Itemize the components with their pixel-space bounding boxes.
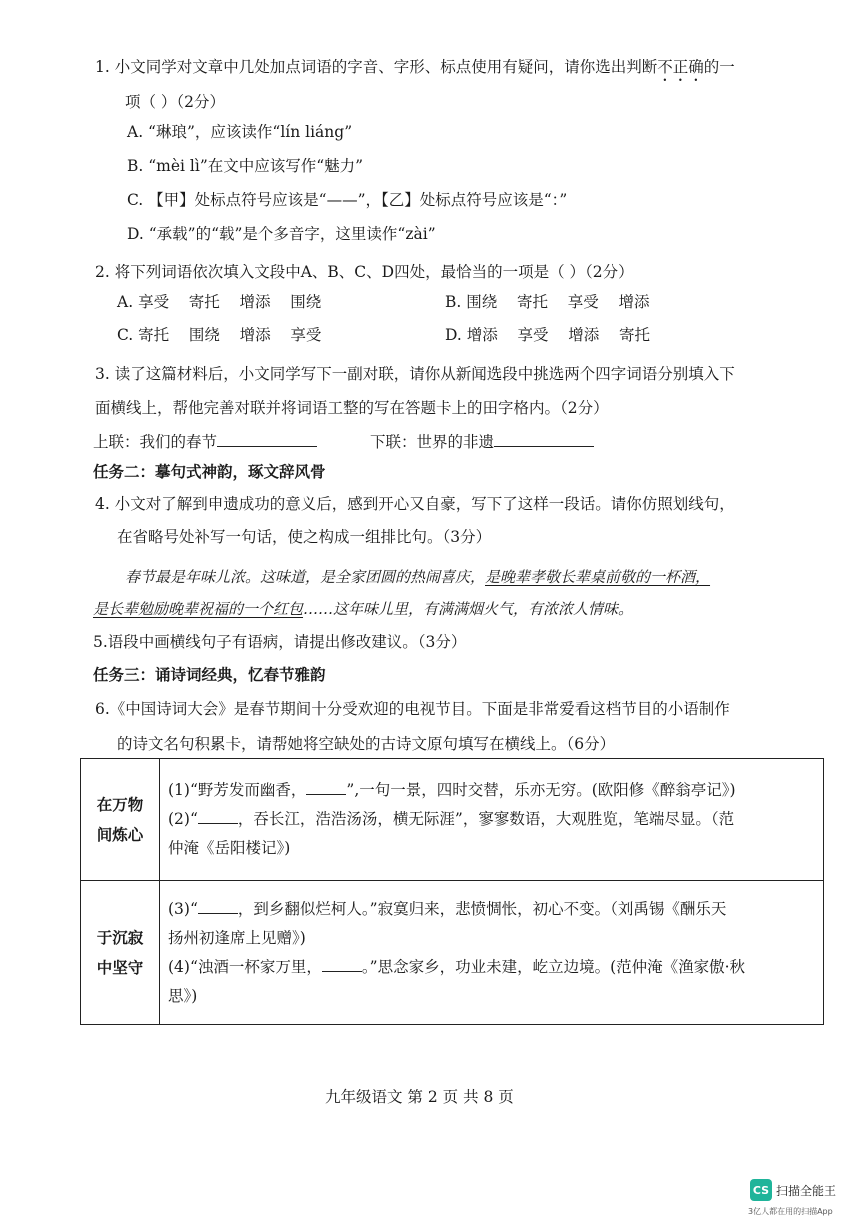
card-item-2 <box>168 805 815 834</box>
fill-blank-2[interactable] <box>198 809 238 824</box>
couplet-upper-blank <box>217 432 317 447</box>
card-item-text: (3)“ <box>168 899 198 918</box>
q2-option-label: A. <box>117 293 134 311</box>
card-category-line: 中坚守 <box>96 958 144 977</box>
q4-passage-text: 春节最是年味儿浓。这味道，是全家团圆的热闹喜庆， <box>125 568 486 586</box>
q2-word: 享受 <box>567 293 599 311</box>
couplet-upper <box>93 430 317 452</box>
q6-stem-line1: 6.《中国诗词大会》是春节期间十分受欢迎的电视节目。下面是非常爱看这档节目的小语制作 <box>95 700 730 718</box>
q1-option-b: B. “mèi lì”在文中应该写作“魅力” <box>127 157 364 175</box>
q2-option-b <box>445 290 649 312</box>
fill-blank-1[interactable] <box>306 780 346 795</box>
card-content <box>160 881 824 1025</box>
couplet-lower <box>370 430 594 452</box>
q3-stem-line2: 面横线上，帮他完善对联并将词语工整的写在答题卡上的田字格内。（2分） <box>95 399 609 417</box>
card-item-text: (1)“野芳发而幽香， <box>168 781 307 799</box>
fill-blank-3[interactable] <box>198 899 238 914</box>
q4-stem-line1: 4. 小文对了解到申遗成功的意义后，感到开心又自豪，写下了这样一段话。请你仿照划线句， <box>95 495 735 513</box>
card-item-text: (2)“ <box>168 810 198 828</box>
q2-word: 寄托 <box>188 293 220 311</box>
q2-option-c <box>117 323 321 345</box>
q1-stem-tail: 的一 <box>703 58 735 76</box>
q4-stem-line2: 在省略号处补写一句话，使之构成一组排比句。（3分） <box>117 528 492 546</box>
card-category-line: 在万物 <box>96 795 144 814</box>
q2-word: 围绕 <box>466 293 498 311</box>
q1-option-a: A. “琳琅”，应该读作“lín liáng” <box>127 123 353 141</box>
q2-word: 围绕 <box>290 293 322 311</box>
q2-word: 增添 <box>239 293 271 311</box>
card-row <box>81 881 824 1025</box>
q1-stem-line1 <box>95 55 735 85</box>
q5-stem: 5.语段中画横线句子有语病，请提出修改建议。（3分） <box>93 633 467 651</box>
task3-heading: 任务三：诵诗词经典，忆春节雅韵 <box>93 666 326 684</box>
poem-card-table <box>80 758 824 1025</box>
card-category-line: 间炼心 <box>96 825 144 844</box>
q4-underlined-sentence-2: 是长辈勉励晚辈祝福的一个红包 <box>93 600 304 618</box>
q4-passage-line2 <box>93 598 633 619</box>
q2-word: 寄托 <box>517 293 549 311</box>
q2-option-d <box>445 323 650 345</box>
q4-passage-tail: ……这年味儿里，有满满烟火气，有浓浓人情味。 <box>303 600 634 618</box>
task2-heading: 任务二：摹句式神韵，琢文辞风骨 <box>93 463 326 481</box>
q2-word: 增添 <box>568 326 600 344</box>
q2-word: 享受 <box>517 326 549 344</box>
fill-blank-4[interactable] <box>322 957 362 972</box>
q1-stem-text: 1. 小文同学对文章中几处加点词语的字音、字形、标点使用有疑问，请你选出判断 <box>95 58 658 76</box>
scanner-badge <box>750 1179 836 1201</box>
q2-word: 享受 <box>290 326 322 344</box>
card-item-text: ，吞长江，浩浩汤汤，横无际涯”，寥寥数语，大观胜览，笔端尽显。（范 <box>237 810 735 828</box>
q4-passage-line1 <box>125 566 710 587</box>
q4-underlined-sentence: 是晚辈孝敬长辈桌前敬的一杯酒， <box>485 568 711 586</box>
card-item-2-cont: 仲淹《岳阳楼记》) <box>168 839 291 857</box>
q2-option-label: D. <box>445 326 462 344</box>
card-item-text: ，到乡翻似烂柯人。”寂寞归来，悲愤惆怅，初心不变。（刘禹锡《酬乐天 <box>237 899 727 918</box>
page-footer: 九年级语文 第 2 页 共 8 页 <box>325 1088 514 1106</box>
card-category-line: 于沉寂 <box>96 928 144 947</box>
q1-option-d: D. “承载”的“载”是个多音字，这里读作“zài” <box>127 225 436 243</box>
couplet-lower-text: 下联：世界的非遗 <box>370 433 495 451</box>
q2-word: 享受 <box>138 293 170 311</box>
scanner-app-name: 扫描全能王 <box>776 1183 837 1198</box>
scanner-slogan: 3亿人都在用的扫描App <box>748 1207 833 1216</box>
q2-option-a <box>117 290 321 312</box>
couplet-lower-blank <box>494 432 594 447</box>
card-item-4-cont: 思》) <box>168 986 198 1005</box>
q2-word: 增添 <box>239 326 271 344</box>
q2-word: 围绕 <box>188 326 220 344</box>
q2-option-label: C. <box>117 326 134 344</box>
q2-stem: 2. 将下列词语依次填入文段中A、B、C、D四处，最恰当的一项是（ ）（2分） <box>95 263 634 281</box>
card-item-text: ”,一句一景，四时交替，乐亦无穷。(欧阳修《醉翁亭记》) <box>346 781 736 799</box>
q2-word: 寄托 <box>138 326 170 344</box>
q2-option-label: B. <box>445 293 462 311</box>
q2-word: 增添 <box>466 326 498 344</box>
card-item-3-cont: 扬州初逢席上见赠》) <box>168 928 306 947</box>
card-item-4 <box>168 953 815 982</box>
card-category <box>81 881 160 1025</box>
q2-word: 寄托 <box>618 326 650 344</box>
card-item-text: (4)“浊酒一杯家万里， <box>168 957 322 976</box>
camscanner-logo-icon: CS <box>750 1179 772 1201</box>
q6-stem-line2: 的诗文名句积累卡，请帮她将空缺处的古诗文原句填写在横线上。（6分） <box>117 735 616 753</box>
card-item-3 <box>168 895 815 924</box>
card-content <box>160 759 824 881</box>
q1-stem-line2: 项（ ）（2分） <box>125 93 226 111</box>
card-category <box>81 759 160 881</box>
q3-stem-line1: 3. 读了这篇材料后，小文同学写下一副对联，请你从新闻选段中挑选两个四字词语分别填入下 <box>95 365 735 383</box>
q2-word: 增添 <box>618 293 650 311</box>
q1-option-c: C. 【甲】处标点符号应该是“——”，【乙】处标点符号应该是“：” <box>127 191 568 209</box>
couplet-upper-text: 上联：我们的春节 <box>93 433 218 451</box>
card-item-1 <box>168 776 815 805</box>
card-item-text: 。”思念家乡，功业未建，屹立边境。(范仲淹《渔家傲·秋 <box>361 957 746 976</box>
card-row <box>81 759 824 881</box>
q1-emphasis-text: 不正确 <box>657 58 704 76</box>
